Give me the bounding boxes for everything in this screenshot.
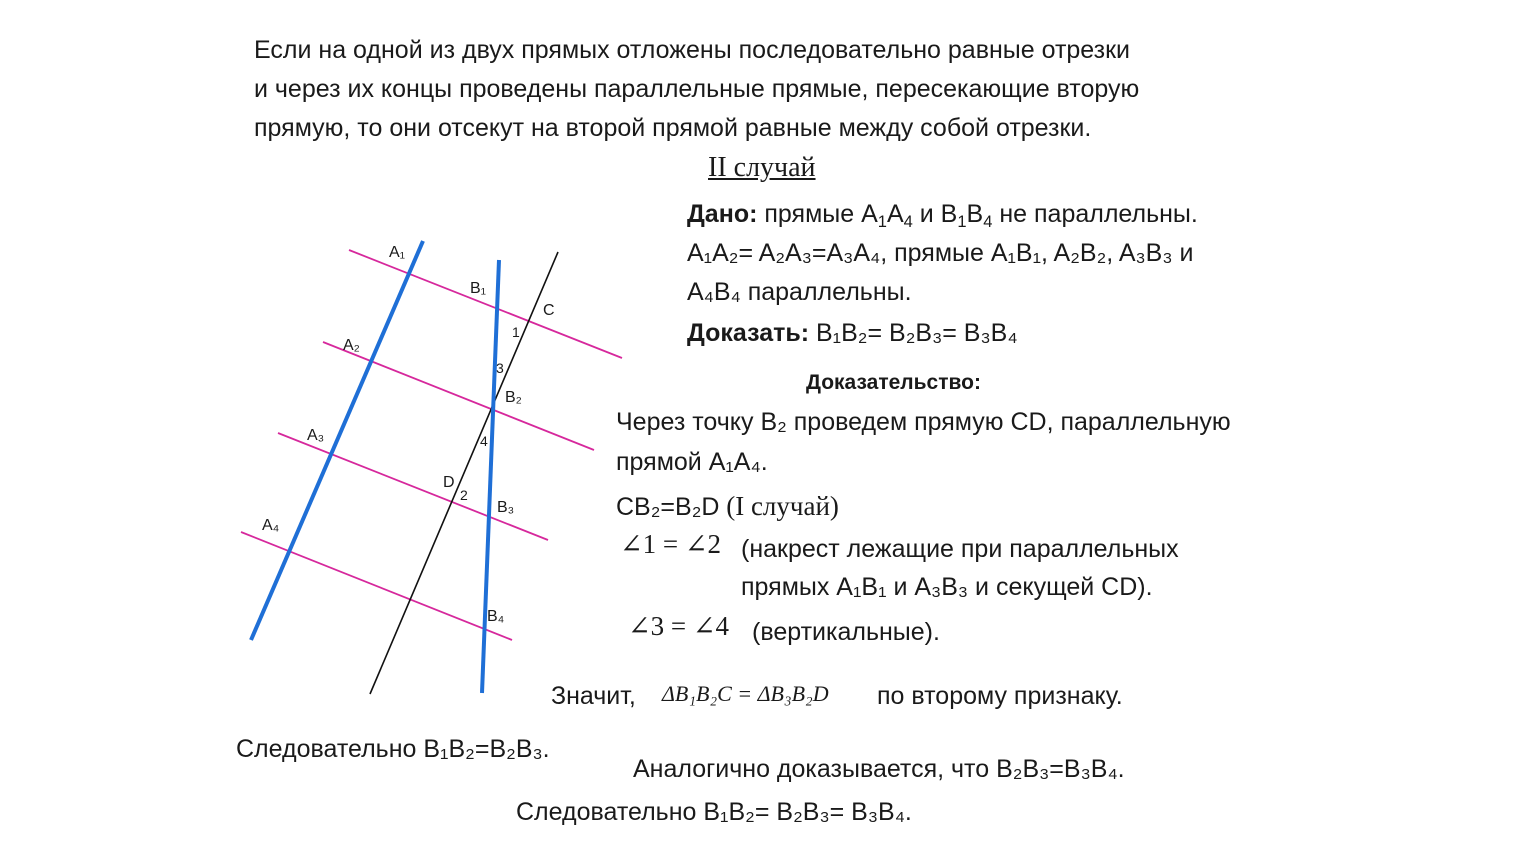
given-text-d: B bbox=[966, 200, 984, 228]
label-b4: B₄ bbox=[487, 608, 505, 625]
label-d: D bbox=[443, 474, 455, 491]
hence-tail: по второму признаку. bbox=[877, 682, 1123, 710]
given-sub-4b: 4 bbox=[983, 212, 993, 231]
final-conclusion: Следовательно B₁B₂= B₂B₃= B₃B₄. bbox=[516, 798, 912, 826]
given-sub-1b: 1 bbox=[957, 212, 967, 231]
triangle-congruence: ΔB₁B₂C = ΔB₃B₂D bbox=[662, 681, 829, 706]
label-a4: A₄ bbox=[262, 517, 280, 534]
label-b2: B₂ bbox=[505, 389, 522, 406]
prove-label: Доказать: bbox=[687, 319, 810, 347]
angle-3-4-equation: ∠3 = ∠4 bbox=[628, 611, 729, 641]
parallel-line-a2b2 bbox=[323, 342, 594, 450]
given-line-3: A₄B₄ параллельны. bbox=[687, 278, 912, 306]
label-b3: B₃ bbox=[497, 499, 515, 516]
prove-text: B₁B₂= B₂B₃= B₃B₄ bbox=[809, 319, 1018, 347]
label-a2: A₂ bbox=[343, 337, 360, 354]
given-sub-1: 1 bbox=[877, 212, 887, 231]
angle-label-3: 3 bbox=[496, 360, 504, 376]
line-a1a4 bbox=[251, 241, 423, 640]
proof-line-5: прямых A₁B₁ и A₃B₃ и секущей CD). bbox=[741, 573, 1153, 601]
proof-line-1: Через точку B₂ проведем прямую CD, параллельную bbox=[616, 408, 1231, 436]
parallel-line-a4b4 bbox=[241, 532, 512, 640]
theorem-line-2: и через их концы проведены параллельные прямые, пересекающие вторую bbox=[254, 75, 1140, 103]
label-a3: A₃ bbox=[307, 427, 325, 444]
label-b1: B₁ bbox=[470, 280, 487, 297]
given-text-a: прямые A bbox=[757, 200, 878, 228]
given-sub-4: 4 bbox=[903, 212, 913, 231]
angle-label-2: 2 bbox=[460, 487, 468, 503]
given-label: Дано: bbox=[687, 200, 758, 228]
proof-line-2: прямой A₁A₄. bbox=[616, 448, 768, 476]
given-line-2: A₁A₂= A₂A₃=A₃A₄, прямые A₁B₁, A₂B₂, A₃B₃ и bbox=[687, 239, 1194, 267]
parallel-line-a1b1 bbox=[349, 250, 622, 358]
conclusion-1: Следовательно B₁B₂=B₂B₃. bbox=[236, 735, 550, 763]
theorem-line-3: прямую, то они отсекут на второй прямой равные между собой отрезки. bbox=[254, 114, 1092, 142]
angle-label-1: 1 bbox=[512, 324, 520, 340]
label-c: C bbox=[543, 302, 555, 319]
proof-line-6: (вертикальные). bbox=[752, 618, 940, 646]
given-text-b: A bbox=[886, 200, 904, 228]
proof-line-4: (накрест лежащие при параллельных bbox=[741, 535, 1179, 563]
hence-label: Значит, bbox=[551, 682, 636, 710]
angle-1-2-equation: ∠1 = ∠2 bbox=[620, 529, 721, 559]
angle-label-4: 4 bbox=[480, 433, 488, 449]
given-text-c: и B bbox=[912, 200, 958, 228]
proof-cb2-b2d: CB₂=B₂D bbox=[616, 493, 720, 521]
analog-line: Аналогично доказывается, что B₂B₃=B₃B₄. bbox=[633, 755, 1125, 783]
theorem-line-1: Если на одной из двух прямых отложены последовательно равные отрезки bbox=[254, 36, 1131, 64]
proof-title: Доказательство: bbox=[806, 371, 981, 394]
line-b1b4 bbox=[482, 260, 499, 693]
proof-case-ref: (I случай) bbox=[719, 491, 839, 521]
label-a1: A₁ bbox=[389, 244, 406, 261]
case-title: II случай bbox=[708, 152, 816, 183]
secant-line-cd bbox=[370, 252, 558, 694]
given-text-e: не параллельны. bbox=[992, 200, 1198, 228]
